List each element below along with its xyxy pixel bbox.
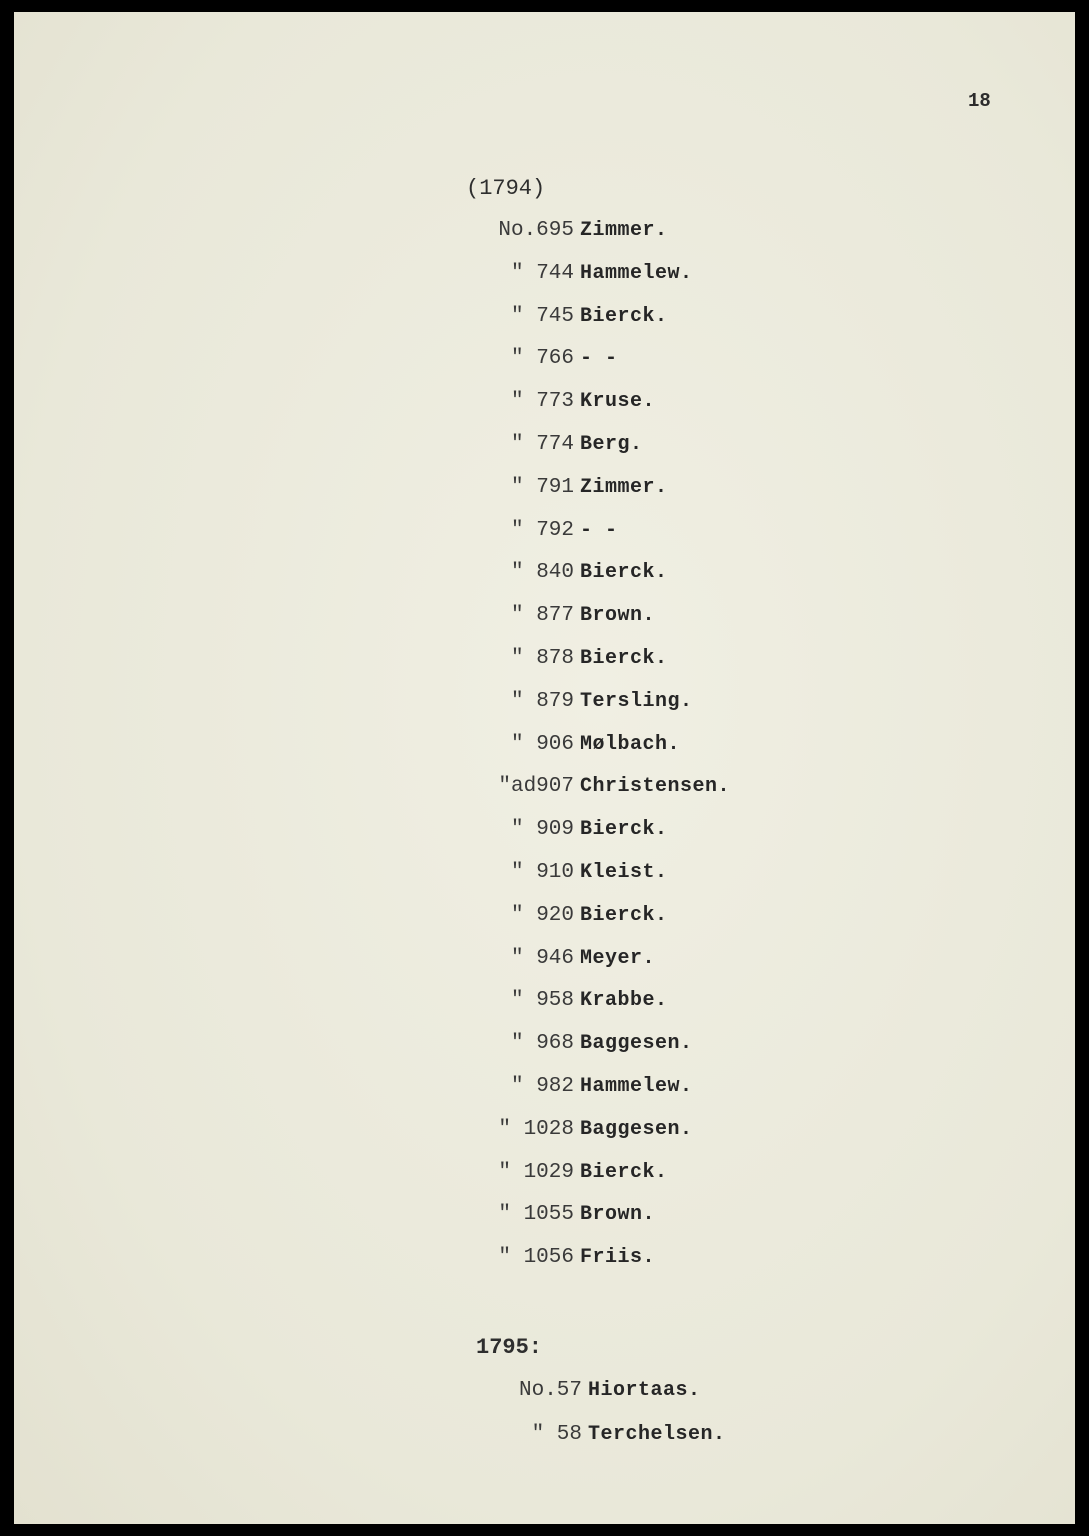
- entry-name: - -: [580, 347, 618, 371]
- section-heading-1795: 1795:: [476, 1335, 543, 1360]
- entry-number: " 878: [510, 647, 574, 670]
- entry-name: - -: [580, 518, 618, 542]
- entry-number: "ad907: [498, 775, 574, 799]
- entry-name: Bierck.: [580, 304, 668, 328]
- entry-name: Bierck.: [580, 1160, 668, 1184]
- entry-number: " 1056: [498, 1246, 574, 1270]
- entry-number: " 58: [531, 1423, 582, 1446]
- entry-number: " 906: [510, 732, 574, 756]
- page-number: 18: [968, 90, 991, 112]
- entry-name: Baggesen.: [580, 1032, 693, 1056]
- entry-number: " 1028: [498, 1117, 574, 1141]
- entry-name: Hiortaas.: [588, 1379, 701, 1402]
- entry-number: " 744: [510, 261, 574, 285]
- entry-name: Zimmer.: [580, 475, 668, 499]
- entry-name: Kleist.: [580, 861, 668, 884]
- entry-number: No.57: [518, 1379, 582, 1402]
- entry-number: " 958: [510, 989, 574, 1013]
- entry-name: Bierck.: [580, 903, 668, 927]
- entry-name: Brown.: [580, 604, 656, 628]
- entry-number: " 774: [510, 433, 574, 456]
- entry-number: No.695: [498, 219, 574, 242]
- entry-name: Bierck.: [580, 561, 668, 585]
- entry-name: Hammelew.: [580, 261, 693, 285]
- entry-name: Christensen.: [580, 775, 731, 799]
- entry-number: " 773: [510, 390, 574, 414]
- entry-name: Hammelew.: [580, 1075, 693, 1098]
- section-heading-1794: (1794): [466, 176, 546, 201]
- entry-name: Zimmer.: [580, 219, 668, 242]
- entry-number: " 792: [510, 518, 574, 542]
- entry-number: " 1029: [498, 1160, 574, 1184]
- entry-number: " 745: [510, 304, 574, 328]
- entry-name: Kruse.: [580, 390, 656, 414]
- entry-number: " 968: [510, 1032, 574, 1056]
- entry-number: " 946: [510, 946, 574, 970]
- entry-number: " 982: [510, 1075, 574, 1098]
- entry-name: Meyer.: [580, 946, 656, 970]
- entry-name: Tersling.: [580, 689, 693, 713]
- entry-name: Friis.: [580, 1246, 656, 1270]
- entry-number: " 1055: [498, 1203, 574, 1227]
- entry-number: " 766: [510, 347, 574, 371]
- entry-name: Bierck.: [580, 818, 668, 842]
- entry-name: Baggesen.: [580, 1117, 693, 1141]
- entry-number: " 920: [510, 903, 574, 927]
- entry-name: Terchelsen.: [588, 1423, 726, 1446]
- entry-name: Brown.: [580, 1203, 656, 1227]
- entry-number: " 840: [510, 561, 574, 585]
- entry-number: " 909: [510, 818, 574, 842]
- entry-name: Mølbach.: [580, 732, 681, 756]
- entry-name: Krabbe.: [580, 989, 668, 1013]
- entry-number: " 877: [510, 604, 574, 628]
- entry-number: " 879: [510, 689, 574, 713]
- entry-name: Berg.: [580, 433, 643, 456]
- entry-number: " 791: [510, 475, 574, 499]
- entry-number: " 910: [510, 861, 574, 884]
- document-page: [14, 12, 1075, 1524]
- entry-name: Bierck.: [580, 647, 668, 670]
